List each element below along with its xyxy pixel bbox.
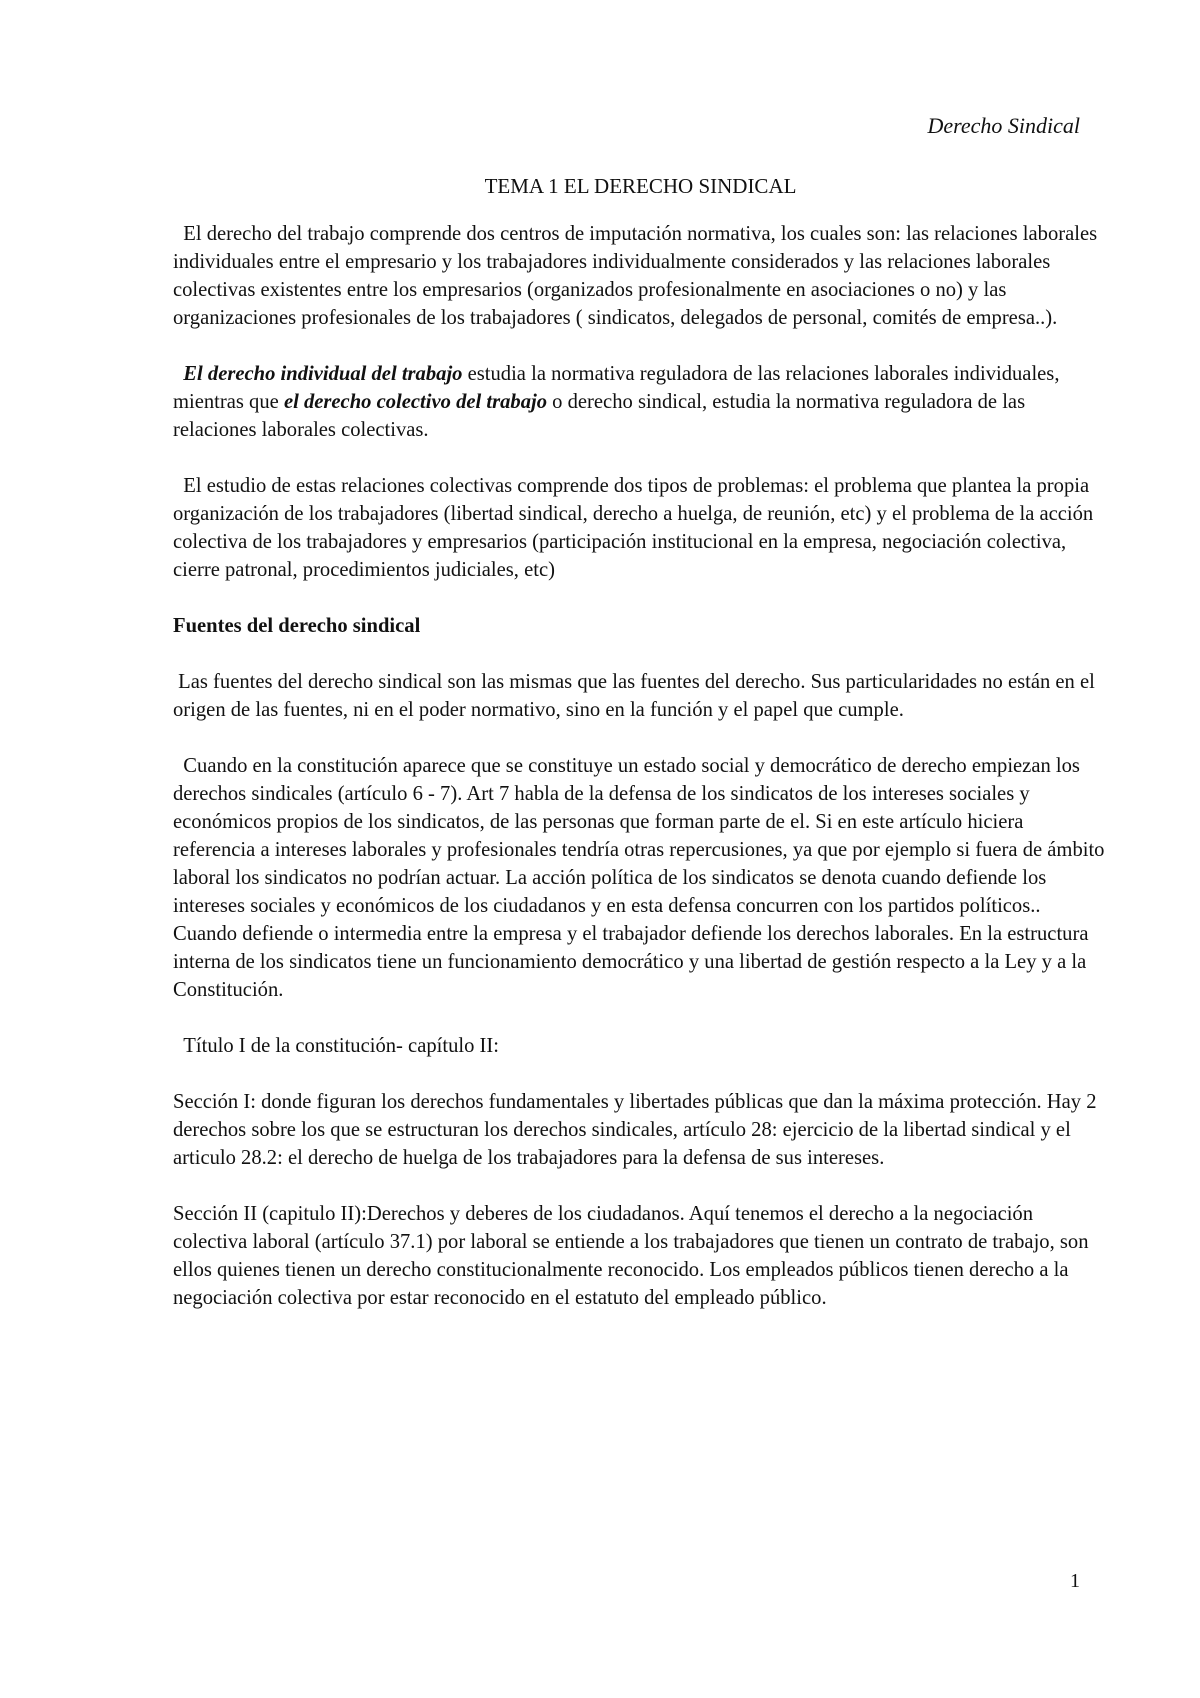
- paragraph-constitution: Cuando en la constitución aparece que se constituye un estado social y democrático de derecho empiezan los derechos sindicales (artículo 6 - 7). Art 7 habla de la defensa de los sindicatos de los intereses sociales y económicos propios de los sindicatos, de las personas que forman parte de el. Si en este artículo hiciera referencia a intereses laborales y profesionales tendría otras repercusiones, ya que por ejemplo si fuera de ámbito laboral los sindicatos no podrían actuar. La acción política de los sindicatos se denota cuando defiende los intereses sociales y económicos de los ciudadanos y en esta defensa concurren con los partidos políticos.. Cuando defiende o intermedia entre la empresa y el trabajador defiende los derechos laborales. En la estructura interna de los sindicatos tiene un funcionamiento democrático y una libertad de gestión respecto a la Ley y a la Constitución.: [173, 755, 1110, 1001]
- paragraph-section-two: Sección II (capitulo II):Derechos y deberes de los ciudadanos. Aquí tenemos el derecho a la negociación colectiva laboral (artículo 37.1) por laboral se entiende a los trabajadores que tienen un contrato de trabajo, son ellos quienes tienen un derecho constitucionalmente reconocido. Los empleados públicos tienen derecho a la negociación colectiva por estar reconocido en el estatuto del empleado público.: [173, 1203, 1089, 1309]
- page-number: 1: [1070, 1570, 1080, 1592]
- paragraph-intro: El derecho del trabajo comprende dos centros de imputación normativa, los cuales son: las relaciones laborales individuales entre el empresario y los trabajadores individualmente considerados y las relaciones laborales colectivas existentes entre los empresarios (organizados profesionalmente en asociaciones o no) y las organizaciones profesionales de los trabajadores ( sindicatos, delegados de personal, comités de empresa..).: [173, 223, 1103, 329]
- paragraph-title-one: Título I de la constitución- capítulo II:: [173, 1035, 499, 1057]
- document-body: [173, 172, 1108, 1312]
- paragraph-sources: Las fuentes del derecho sindical son las mismas que las fuentes del derecho. Sus particularidades no están en el origen de las fuentes, ni en el poder normativo, sino en la función y el papel que cumple.: [173, 671, 1101, 721]
- paragraph-definitions-text-1: estudia la normativa reguladora de las relaciones laborales individuales, mientras que: [173, 363, 1065, 413]
- running-header: Derecho Sindical: [927, 113, 1080, 138]
- paragraph-section-one: Sección I: donde figuran los derechos fundamentales y libertades públicas que dan la máxima protección. Hay 2 derechos sobre los que se estructuran los derechos sindicales, artículo 28: ejercicio de la libertad sindical y el articulo 28.2: el derecho de huelga de los trabajadores para la defensa de sus intereses.: [173, 1091, 1097, 1169]
- document-title: TEMA 1 EL DERECHO SINDICAL: [484, 174, 797, 198]
- paragraph-definitions: [173, 360, 1108, 444]
- paragraph-definitions-text-2: o derecho sindical, estudia la normativa reguladora de las relaciones laborales colectivas.: [173, 391, 1031, 441]
- section-heading-sources: Fuentes del derecho sindical: [173, 615, 421, 637]
- paragraph-collective-relations: El estudio de estas relaciones colectivas comprende dos tipos de problemas: el problema que plantea la propia organización de los trabajadores (libertad sindical, derecho a huelga, de reunión, etc) y el problema de la acción colectiva de los trabajadores y empresarios (participación institucional en la empresa, negociación colectiva, cierre patronal, procedimientos judiciales, etc): [173, 475, 1099, 581]
- term-individual-labor-law: El derecho individual del trabajo: [183, 363, 463, 385]
- term-collective-labor-law: el derecho colectivo del trabajo: [283, 391, 548, 413]
- paragraph-definitions-lead: [173, 363, 183, 385]
